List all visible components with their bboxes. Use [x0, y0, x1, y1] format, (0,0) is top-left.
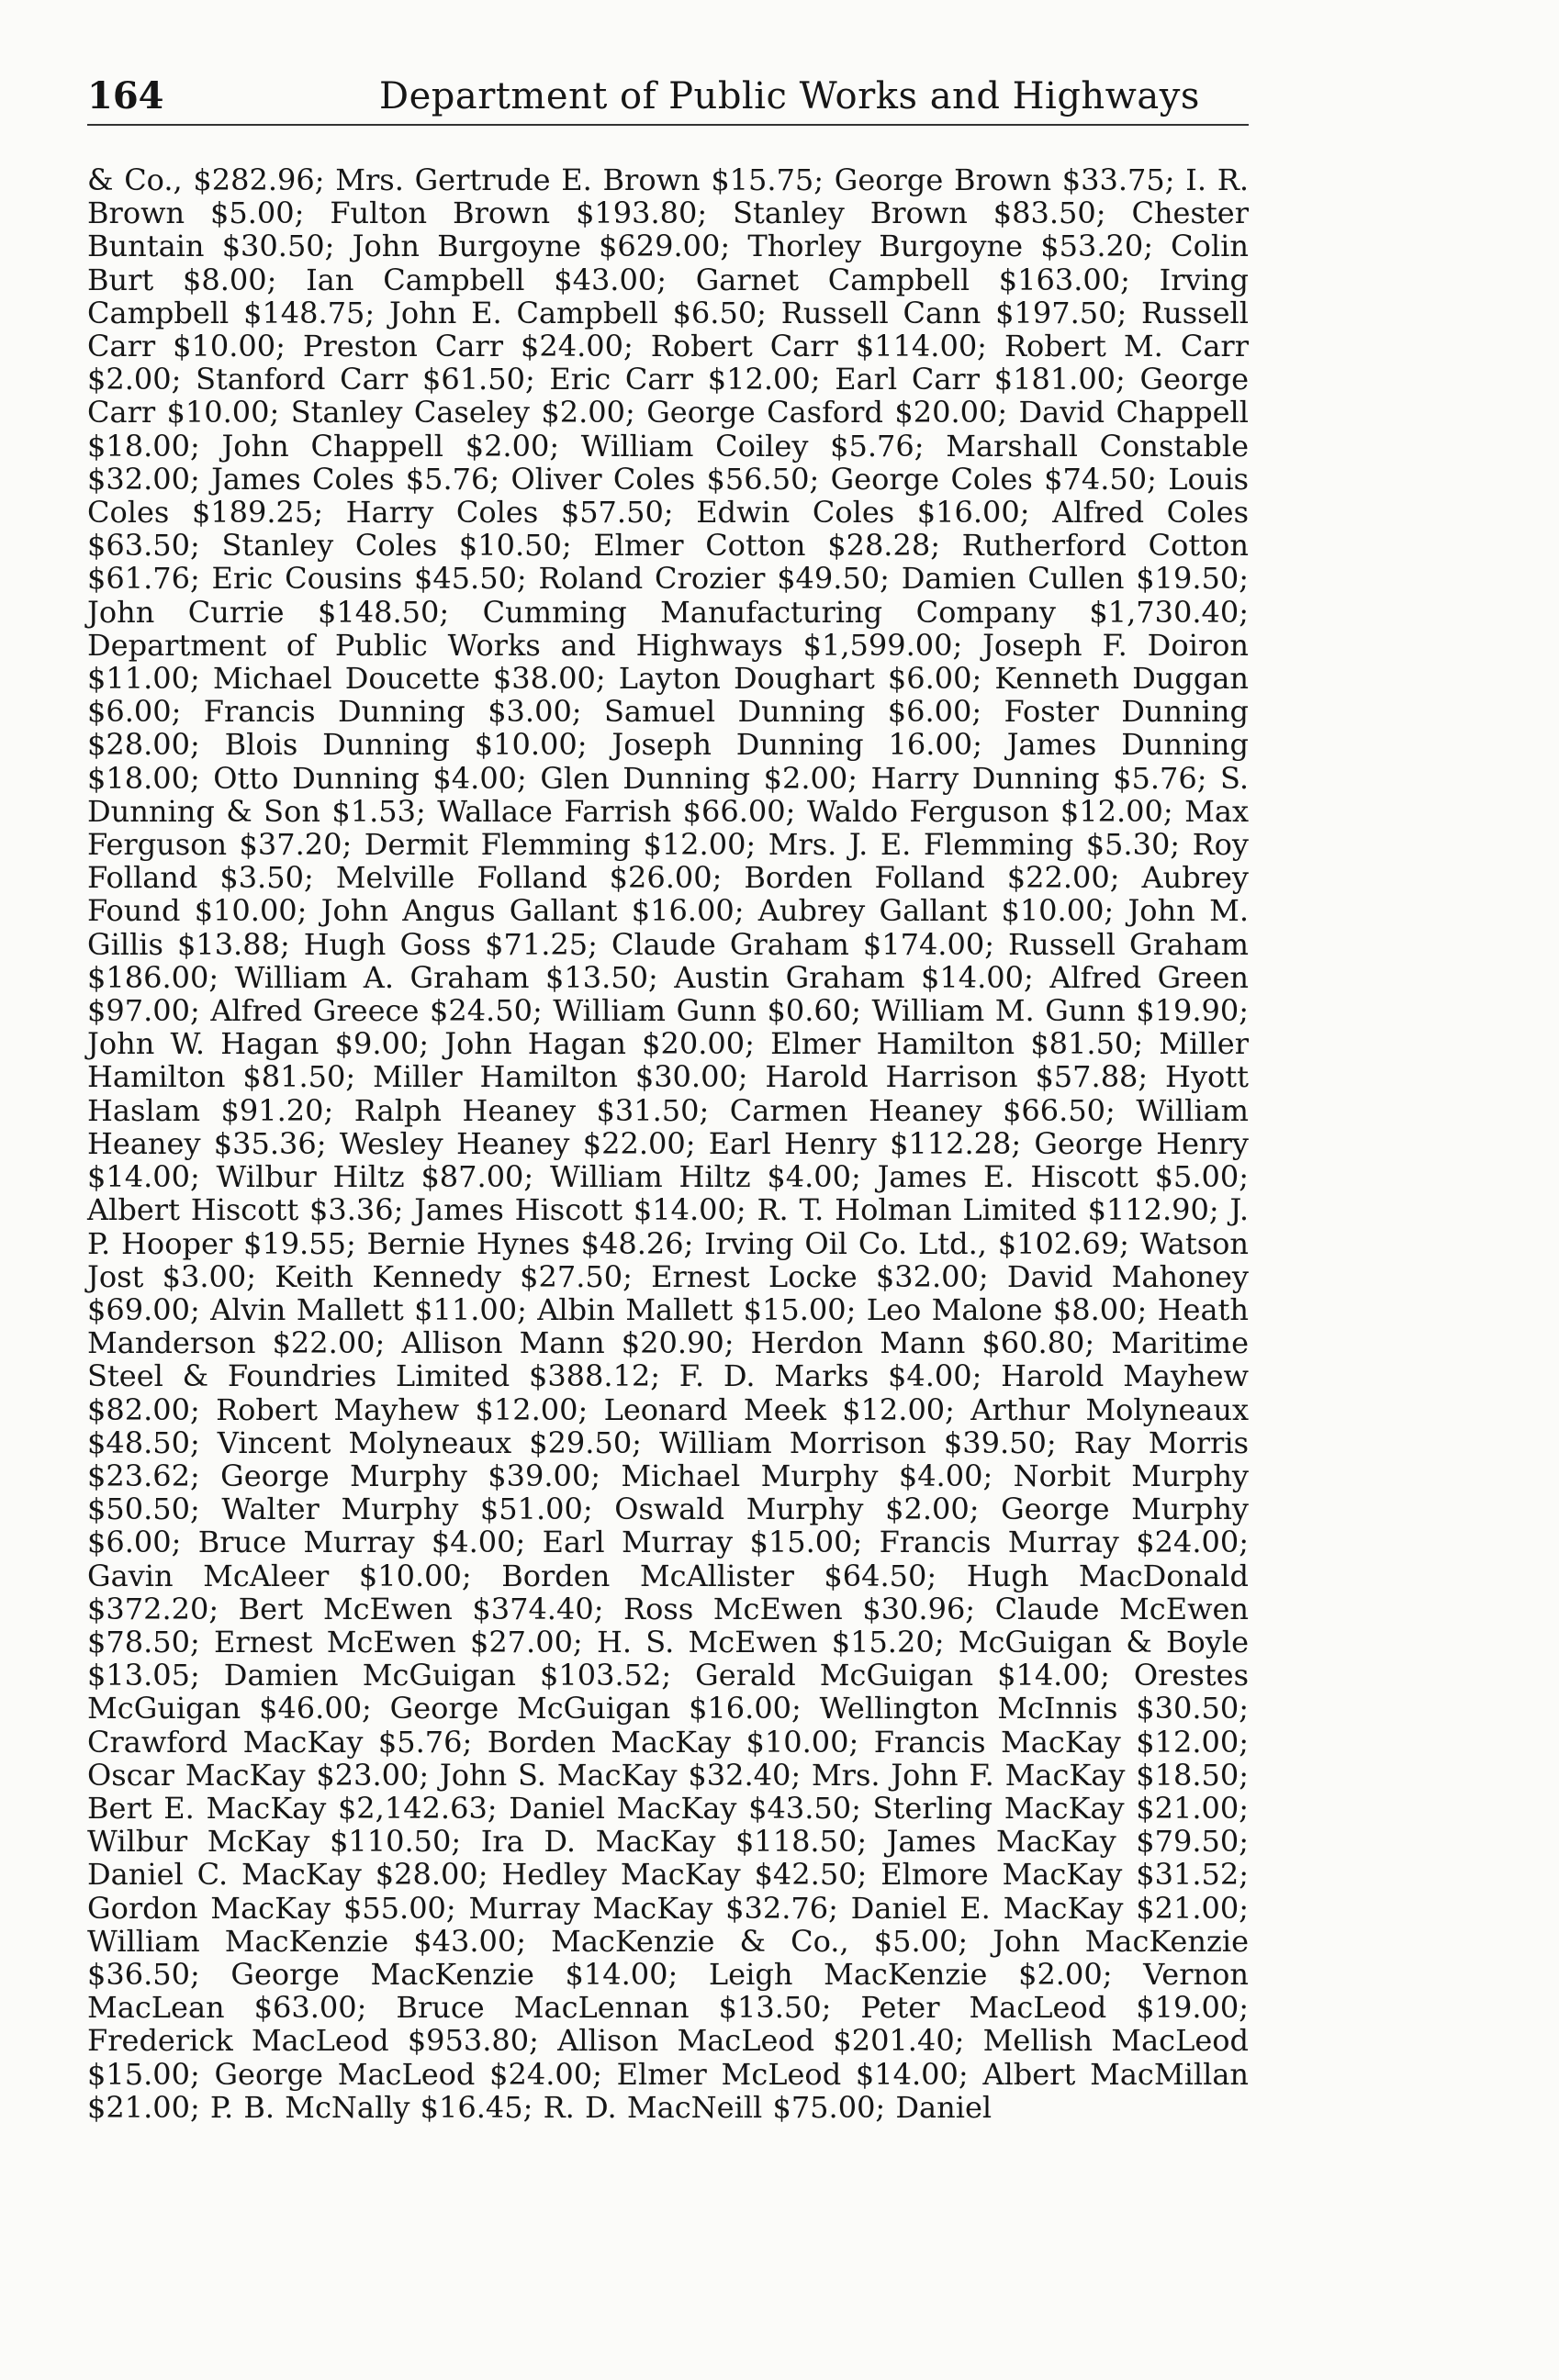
page-header	[87, 69, 1249, 126]
running-title: Department of Public Works and Highways	[379, 75, 1200, 117]
page-number: 164	[87, 74, 164, 117]
body-paragraph: & Co., $282.96; Mrs. Gertrude E. Brown $15.75; George Brown $33.75; I. R. Brown $5.00; Fulton Brown $193.80; Stanley Brown $83.50; Chester Buntain $30.50; John Burgoyne $629.00; Thorley Burgoyne $53.20; Colin Burt $8.00; Ian Campbell $43.00; Garnet Campbell $163.00; Irving Campbell $148.75; John E. Campbell $6.50; Russell Cann $197.50; Russell Carr $10.00; Preston Carr $24.00; Robert Carr $114.00; Robert M. Carr $2.00; Stanford Carr $61.50; Eric Carr $12.00; Earl Carr $181.00; George Carr $10.00; Stanley Caseley $2.00; George Casford $20.00; David Chappell $18.00; John Chappell $2.00; William Coiley $5.76; Marshall Constable $32.00; James Coles $5.76; Oliver Coles $56.50; George Coles $74.50; Louis Coles $189.25; Harry Coles $57.50; Edwin Coles $16.00; Alfred Coles $63.50; Stanley Coles $10.50; Elmer Cotton $28.28; Rutherford Cotton $61.76; Eric Cousins $45.50; Roland Crozier $49.50; Damien Cullen $19.50; John Currie $148.50; Cumming Manufacturing Company $1,730.40; Department of Public Works and Highways $1,599.00; Joseph F. Doiron $11.00; Michael Doucette $38.00; Layton Doughart $6.00; Kenneth Duggan $6.00; Francis Dunning $3.00; Samuel Dunning $6.00; Foster Dunning $28.00; Blois Dunning $10.00; Joseph Dunning 16.00; James Dunning $18.00; Otto Dunning $4.00; Glen Dunning $2.00; Harry Dunning $5.76; S. Dunning & Son $1.53; Wallace Farrish $66.00; Waldo Ferguson $12.00; Max Ferguson $37.20; Dermit Flemming $12.00; Mrs. J. E. Flemming $5.30; Roy Folland $3.50; Melville Folland $26.00; Borden Folland $22.00; Aubrey Found $10.00; John Angus Gallant $16.00; Aubrey Gallant $10.00; John M. Gillis $13.88; Hugh Goss $71.25; Claude Graham $174.00; Russell Graham $186.00; William A. Graham $13.50; Austin Graham $14.00; Alfred Green $97.00; Alfred Greece $24.50; William Gunn $0.60; William M. Gunn $19.90; John W. Hagan $9.00; John Hagan $20.00; Elmer Hamilton $81.50; Miller Hamilton $81.50; Miller Hamilton $30.00; Harold Harrison $57.88; Hyott Haslam $91.20; Ralph Heaney $31.50; Carmen Heaney $66.50; William Heaney $35.36; Wesley Heaney $22.00; Earl Henry $112.28; George Henry $14.00; Wilbur Hiltz $87.00; William Hiltz $4.00; James E. Hiscott $5.00; Albert Hiscott $3.36; James Hiscott $14.00; R. T. Holman Limited $112.90; J. P. Hooper $19.55; Bernie Hynes $48.26; Irving Oil Co. Ltd., $102.69; Watson Jost $3.00; Keith Kennedy $27.50; Ernest Locke $32.00; David Mahoney $69.00; Alvin Mallett $11.00; Albin Mallett $15.00; Leo Malone $8.00; Heath Manderson $22.00; Allison Mann $20.90; Herdon Mann $60.80; Maritime Steel & Foundries Limited $388.12; F. D. Marks $4.00; Harold Mayhew $82.00; Robert Mayhew $12.00; Leonard Meek $12.00; Arthur Molyneaux $48.50; Vincent Molyneaux $29.50; William Morrison $39.50; Ray Morris $23.62; George Murphy $39.00; Michael Murphy $4.00; Norbit Murphy $50.50; Walter Murphy $51.00; Oswald Murphy $2.00; George Murphy $6.00; Bruce Murray $4.00; Earl Murray $15.00; Francis Murray $24.00; Gavin McAleer $10.00; Borden McAllister $64.50; Hugh MacDonald $372.20; Bert McEwen $374.40; Ross McEwen $30.96; Claude McEwen $78.50; Ernest McEwen $27.00; H. S. McEwen $15.20; McGuigan & Boyle $13.05; Damien McGuigan $103.52; Gerald McGuigan $14.00; Orestes McGuigan $46.00; George McGuigan $16.00; Wellington McInnis $30.50; Crawford MacKay $5.76; Borden MacKay $10.00; Francis MacKay $12.00; Oscar MacKay $23.00; John S. MacKay $32.40; Mrs. John F. MacKay $18.50; Bert E. MacKay $2,142.63; Daniel MacKay $43.50; Sterling MacKay $21.00; Wilbur McKay $110.50; Ira D. MacKay $118.50; James MacKay $79.50; Daniel C. MacKay $28.00; Hedley MacKay $42.50; Elmore MacKay $31.52; Gordon MacKay $55.00; Murray MacKay $32.76; Daniel E. MacKay $21.00; William MacKenzie $43.00; MacKenzie & Co., $5.00; John MacKenzie $36.50; George MacKenzie $14.00; Leigh MacKenzie $2.00; Vernon MacLean $63.00; Bruce MacLennan $13.50; Peter MacLeod $19.00; Frederick MacLeod $953.80; Allison MacLeod $201.40; Mellish MacLeod $15.00; George MacLeod $24.00; Elmer McLeod $14.00; Albert MacMillan $21.00; P. B. McNally $16.45; R. D. MacNeill $75.00; Daniel	[87, 162, 1249, 2125]
